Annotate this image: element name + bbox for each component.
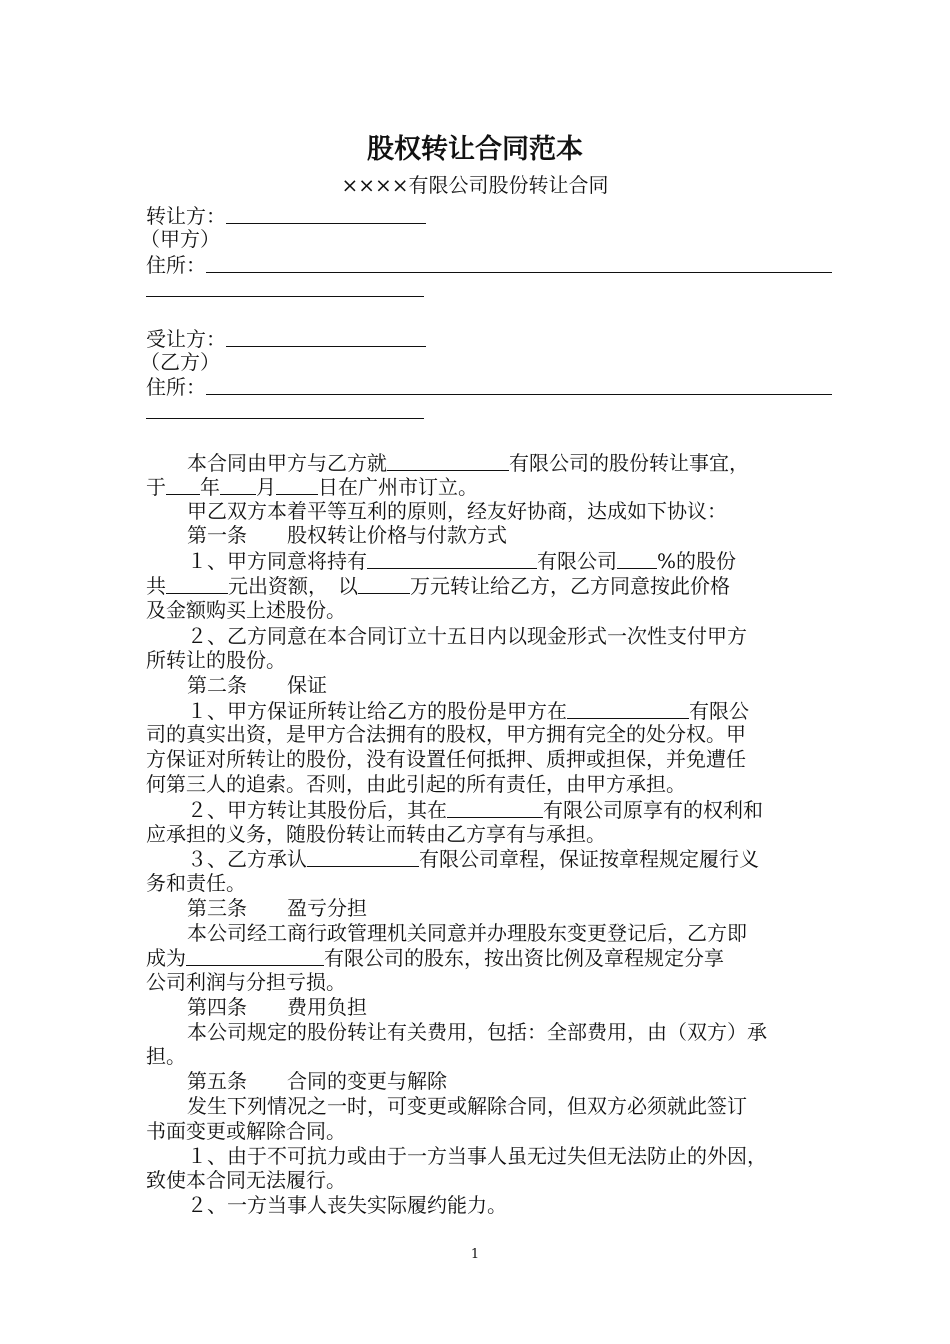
transferee-line — [146, 326, 426, 351]
clause-text: %的股份 — [657, 549, 737, 573]
article-1-p1-line-2 — [146, 573, 730, 598]
share-percent-blank[interactable] — [617, 548, 657, 569]
article-2-p1-line-1 — [187, 698, 749, 723]
company-name-blank[interactable] — [567, 698, 689, 719]
article-3-p1-line-2 — [146, 945, 724, 970]
transferor-address-line-2 — [146, 276, 424, 301]
clause-text: １、甲方保证所转让给乙方的股份是甲方在 — [187, 699, 567, 723]
article-1-p1-line-1 — [187, 548, 736, 573]
article-2-p3-line-1 — [187, 846, 759, 871]
clause-text: 成为 — [146, 946, 186, 970]
clause-text: ２、甲方转让其股份后，其在 — [187, 798, 447, 822]
intro-text: 有限公司的股份转让事宜， — [509, 451, 749, 475]
article-3-p1-line-1: 本公司经工商行政管理机关同意并办理股东变更登记后，乙方即 — [187, 921, 747, 945]
intro-text: 日在广州市订立。 — [318, 475, 478, 499]
article-3-p1-line-3: 公司利润与分担亏损。 — [146, 970, 346, 994]
intro-line-3: 甲乙双方本着平等互利的原则，经友好协商，达成如下协议： — [187, 499, 727, 523]
article-2-p2-line-1 — [187, 797, 763, 822]
intro-text: 于 — [146, 475, 166, 499]
article-4-p1-line-2: 担。 — [146, 1044, 186, 1068]
transferor-line — [146, 203, 426, 228]
intro-text: 年 — [200, 475, 220, 499]
company-name-blank[interactable] — [447, 797, 543, 818]
transferee-label: 受让方： — [146, 327, 226, 351]
intro-line-2 — [146, 474, 478, 499]
year-blank[interactable] — [166, 474, 200, 495]
transferee-address-line-2 — [146, 398, 424, 423]
address-label-2: 住所： — [146, 375, 206, 399]
article-1-p1-line-3: 及金额购买上述股份。 — [146, 598, 346, 622]
article-2-p1-line-3: 方保证对所转让的股份，没有设置任何抵押、质押或担保，并免遭任 — [146, 747, 746, 771]
article-1-p2-line-1: ２、乙方同意在本合同订立十五日内以现金形式一次性支付甲方 — [187, 624, 747, 648]
transferor-label: 转让方： — [146, 204, 226, 228]
clause-text: 有限公司的股东，按出资比例及章程规定分享 — [324, 946, 724, 970]
article-5-p1-line-1: 发生下列情况之一时，可变更或解除合同，但双方必须就此签订 — [187, 1094, 747, 1118]
document-title: 股权转让合同范本 — [367, 134, 583, 165]
article-5-p1-line-2: 书面变更或解除合同。 — [146, 1119, 346, 1143]
transfer-price-blank[interactable] — [358, 573, 410, 594]
page-number: 1 — [470, 1247, 480, 1262]
party-a-label: （甲方） — [140, 227, 220, 251]
capital-amount-blank[interactable] — [166, 573, 228, 594]
intro-text: 月 — [256, 475, 276, 499]
transferee-address-line — [146, 374, 832, 399]
clause-text: 有限公司章程，保证按章程规定履行义 — [419, 847, 759, 871]
article-5-p2-line-1: １、由于不可抗力或由于一方当事人虽无过失但无法防止的外因， — [187, 1144, 767, 1168]
document-subtitle: ××××有限公司股份转让合同 — [341, 173, 609, 197]
month-blank[interactable] — [220, 474, 256, 495]
transferor-address-blank[interactable] — [206, 252, 832, 273]
transferee-blank[interactable] — [226, 326, 426, 347]
intro-line-1 — [187, 450, 749, 475]
article-5-heading: 第五条 合同的变更与解除 — [187, 1069, 447, 1093]
article-2-p3-line-2: 务和责任。 — [146, 871, 246, 895]
clause-text: ３、乙方承认 — [187, 847, 307, 871]
article-2-p2-line-2: 应承担的义务，随股份转让而转由乙方享有与承担。 — [146, 822, 606, 846]
company-name-blank[interactable] — [307, 846, 419, 867]
article-5-p3: ２、一方当事人丧失实际履约能力。 — [187, 1193, 507, 1217]
company-name-blank[interactable] — [186, 945, 324, 966]
party-b-label: （乙方） — [140, 350, 220, 374]
intro-text: 本合同由甲方与乙方就 — [187, 451, 387, 475]
transferor-blank[interactable] — [226, 203, 426, 224]
clause-text: １、甲方同意将持有 — [187, 549, 367, 573]
company-name-blank[interactable] — [367, 548, 537, 569]
transferor-address-blank-2[interactable] — [146, 276, 424, 297]
article-1-p2-line-2: 所转让的股份。 — [146, 648, 286, 672]
transferee-address-blank-2[interactable] — [146, 398, 424, 419]
clause-text: 有限公司 — [537, 549, 617, 573]
article-4-heading: 第四条 费用负担 — [187, 995, 367, 1019]
article-3-heading: 第三条 盈亏分担 — [187, 896, 367, 920]
clause-text: 有限公 — [689, 699, 749, 723]
clause-text: 有限公司原享有的权利和 — [543, 798, 763, 822]
article-2-p1-line-2: 司的真实出资，是甲方合法拥有的股权，甲方拥有完全的处分权。甲 — [146, 722, 746, 746]
transferor-address-line — [146, 252, 832, 277]
article-1-heading: 第一条 股权转让价格与付款方式 — [187, 523, 507, 547]
article-2-p1-line-4: 何第三人的追索。否则，由此引起的所有责任，由甲方承担。 — [146, 772, 686, 796]
article-5-p2-line-2: 致使本合同无法履行。 — [146, 1168, 346, 1192]
company-name-blank[interactable] — [387, 450, 509, 471]
article-2-heading: 第二条 保证 — [187, 673, 327, 697]
transferee-address-blank[interactable] — [206, 374, 832, 395]
clause-text: 共 — [146, 574, 166, 598]
clause-text: 万元转让给乙方，乙方同意按此价格 — [410, 574, 730, 598]
clause-text: 元出资额， 以 — [228, 574, 358, 598]
day-blank[interactable] — [276, 474, 318, 495]
address-label: 住所： — [146, 253, 206, 277]
article-4-p1-line-1: 本公司规定的股份转让有关费用，包括：全部费用，由（双方）承 — [187, 1020, 767, 1044]
